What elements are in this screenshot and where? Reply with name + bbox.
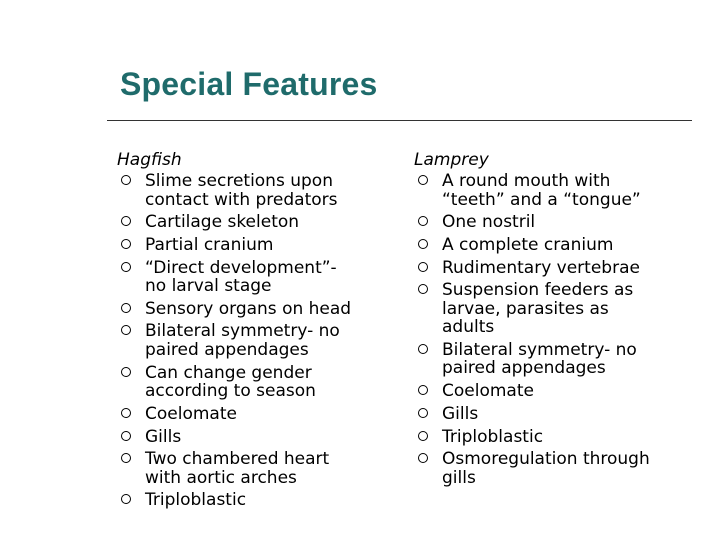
lamprey-feature-list [412, 172, 712, 487]
feature-list-item [115, 428, 390, 447]
feature-text-line: Suspension feeders as [442, 280, 634, 301]
hollow-circle-bullet-icon [121, 325, 131, 335]
feature-text-line: Gills [145, 426, 182, 447]
hollow-circle-bullet-icon [121, 239, 131, 249]
feature-text-line: Can change gender [145, 362, 312, 383]
feature-list-item [412, 341, 712, 378]
feature-text-line: Coelomate [442, 381, 534, 402]
feature-text-line: Partial cranium [145, 234, 274, 255]
feature-text-line: Coelomate [145, 403, 237, 424]
feature-text-line: Bilateral symmetry- no [442, 339, 637, 360]
hagfish-heading: Hagfish [117, 150, 182, 170]
hagfish-column [115, 150, 390, 514]
hollow-circle-bullet-icon [418, 344, 428, 354]
feature-list-item [412, 428, 712, 447]
feature-text-line: “Direct development”- [145, 257, 337, 278]
feature-list-item [412, 405, 712, 424]
feature-list-item [115, 491, 390, 510]
slide-title: Special Features [120, 66, 378, 102]
feature-text-line: gills [442, 467, 476, 488]
feature-text-line: Sensory organs on head [145, 298, 352, 319]
feature-list-item [115, 172, 390, 209]
hollow-circle-bullet-icon [418, 453, 428, 463]
feature-list-item [412, 213, 712, 232]
feature-text-line: Two chambered heart [145, 449, 330, 470]
hollow-circle-bullet-icon [418, 216, 428, 226]
feature-list-item [412, 281, 712, 337]
lamprey-column [412, 150, 712, 491]
feature-list-item [115, 364, 390, 401]
hollow-circle-bullet-icon [418, 239, 428, 249]
feature-text-line: paired appendages [442, 358, 606, 379]
hollow-circle-bullet-icon [418, 262, 428, 272]
hollow-circle-bullet-icon [121, 408, 131, 418]
hollow-circle-bullet-icon [121, 431, 131, 441]
feature-text-line: no larval stage [145, 276, 272, 297]
feature-list-item [115, 405, 390, 424]
feature-list-item [115, 300, 390, 319]
feature-text-line: paired appendages [145, 339, 309, 360]
title-divider [107, 120, 692, 121]
hollow-circle-bullet-icon [418, 385, 428, 395]
feature-text-line: A round mouth with [442, 171, 611, 191]
feature-text-line: Osmoregulation through [442, 449, 650, 470]
feature-list-item [115, 322, 390, 359]
hollow-circle-bullet-icon [121, 303, 131, 313]
feature-text-line: with aortic arches [145, 467, 297, 488]
feature-text-line: according to season [145, 381, 316, 402]
feature-text-line: Bilateral symmetry- no [145, 321, 340, 342]
hollow-circle-bullet-icon [418, 175, 428, 185]
feature-list-item [412, 450, 712, 487]
hollow-circle-bullet-icon [121, 175, 131, 185]
feature-list-item [115, 450, 390, 487]
feature-text-line: adults [442, 317, 495, 338]
feature-text-line: “teeth” and a “tongue” [442, 189, 641, 210]
hollow-circle-bullet-icon [418, 284, 428, 294]
feature-text-line: A complete cranium [442, 234, 614, 255]
feature-list-item [412, 382, 712, 401]
feature-text-line: Cartilage skeleton [145, 212, 300, 233]
feature-list-item [412, 236, 712, 255]
feature-text-line: Slime secretions upon [145, 171, 333, 191]
feature-text-line: Rudimentary vertebrae [442, 257, 640, 278]
feature-text-line: Gills [442, 403, 479, 424]
lamprey-heading: Lamprey [414, 150, 489, 170]
feature-list-item [412, 259, 712, 278]
hollow-circle-bullet-icon [121, 453, 131, 463]
hollow-circle-bullet-icon [121, 216, 131, 226]
hagfish-feature-list [115, 172, 390, 510]
feature-text-line: One nostril [442, 212, 536, 233]
feature-list-item [115, 213, 390, 232]
hollow-circle-bullet-icon [418, 408, 428, 418]
hollow-circle-bullet-icon [121, 262, 131, 272]
feature-list-item [412, 172, 712, 209]
feature-text-line: Triploblastic [145, 490, 247, 511]
feature-text-line: Triploblastic [442, 426, 544, 447]
hollow-circle-bullet-icon [418, 431, 428, 441]
feature-text-line: larvae, parasites as [442, 298, 609, 319]
feature-list-item [115, 236, 390, 255]
feature-list-item [115, 259, 390, 296]
hollow-circle-bullet-icon [121, 367, 131, 377]
feature-text-line: contact with predators [145, 189, 338, 210]
hollow-circle-bullet-icon [121, 494, 131, 504]
